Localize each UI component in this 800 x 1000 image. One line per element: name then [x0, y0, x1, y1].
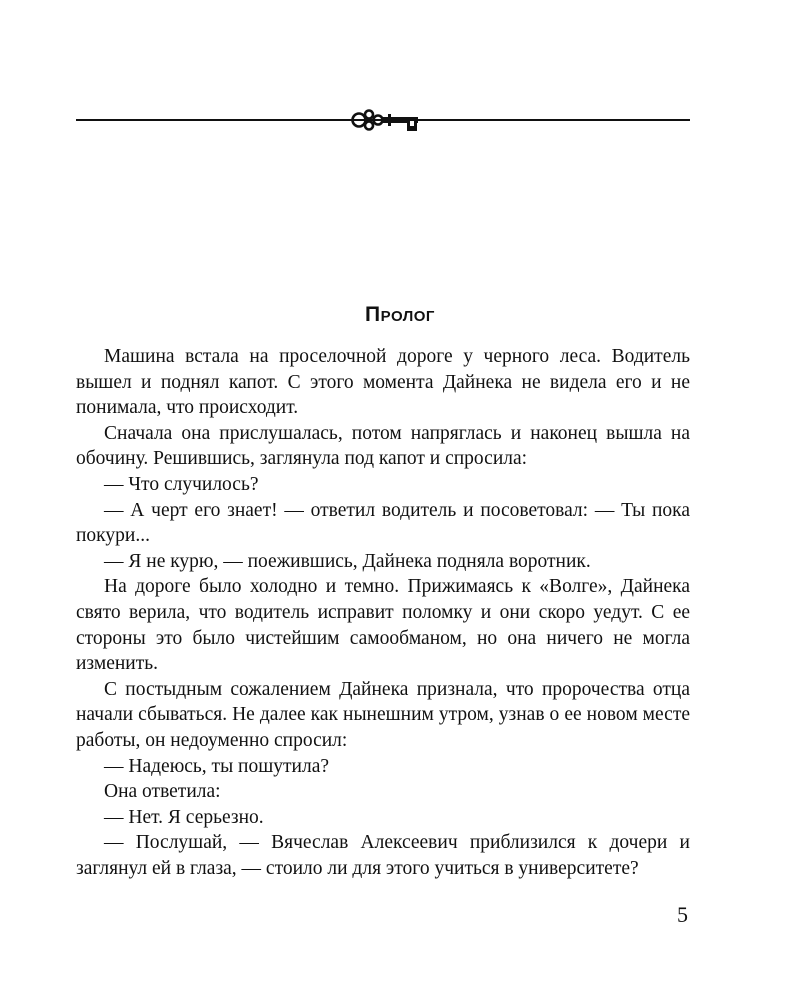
paragraph: — Надеюсь, ты пошутила?: [104, 755, 330, 777]
paragraph: — Нет. Я серьезно.: [104, 806, 264, 828]
paragraph: Машина встала на проселочной дороге у черного леса. Водитель вышел и поднял капот. С этого момента Дайнека не видела его и не понимала, что происходит.: [76, 346, 690, 419]
page-number: 5: [677, 902, 688, 927]
key-ornament-icon: [76, 105, 690, 135]
paragraph: Она ответила:: [104, 781, 221, 803]
header-ornament: [76, 105, 690, 135]
body-text: [76, 344, 690, 881]
paragraph: Сначала она прислушалась, потом напряглась и наконец вышла на обочину. Решившись, заглянула под капот и спросила:: [76, 422, 690, 470]
paragraph: С постыдным сожалением Дайнека признала, что пророчества отца начали сбываться. Не далее как нынешним утром, узнав о ее новом месте работы, он недоуменно спросил:: [76, 678, 690, 751]
paragraph: — Я не курю, — поежившись, Дайнека подняла воротник.: [104, 550, 591, 572]
paragraph: — А черт его знает! — ответил водитель и посоветовал: — Ты пока покури...: [76, 499, 690, 547]
chapter-title: Пролог: [365, 303, 435, 326]
paragraph: — Послушай, — Вячеслав Алексеевич приблизился к дочери и заглянул ей в глаза, — стоило ли для этого учиться в университете?: [76, 832, 690, 879]
paragraph: На дороге было холодно и темно. Прижимаясь к «Волге», Дайнека свято верила, что водитель исправит поломку и они скоро уедут. С ее стороны это было чистейшим самообманом, но она ничего не могла изменить.: [76, 576, 690, 675]
paragraph: — Что случилось?: [104, 473, 259, 495]
